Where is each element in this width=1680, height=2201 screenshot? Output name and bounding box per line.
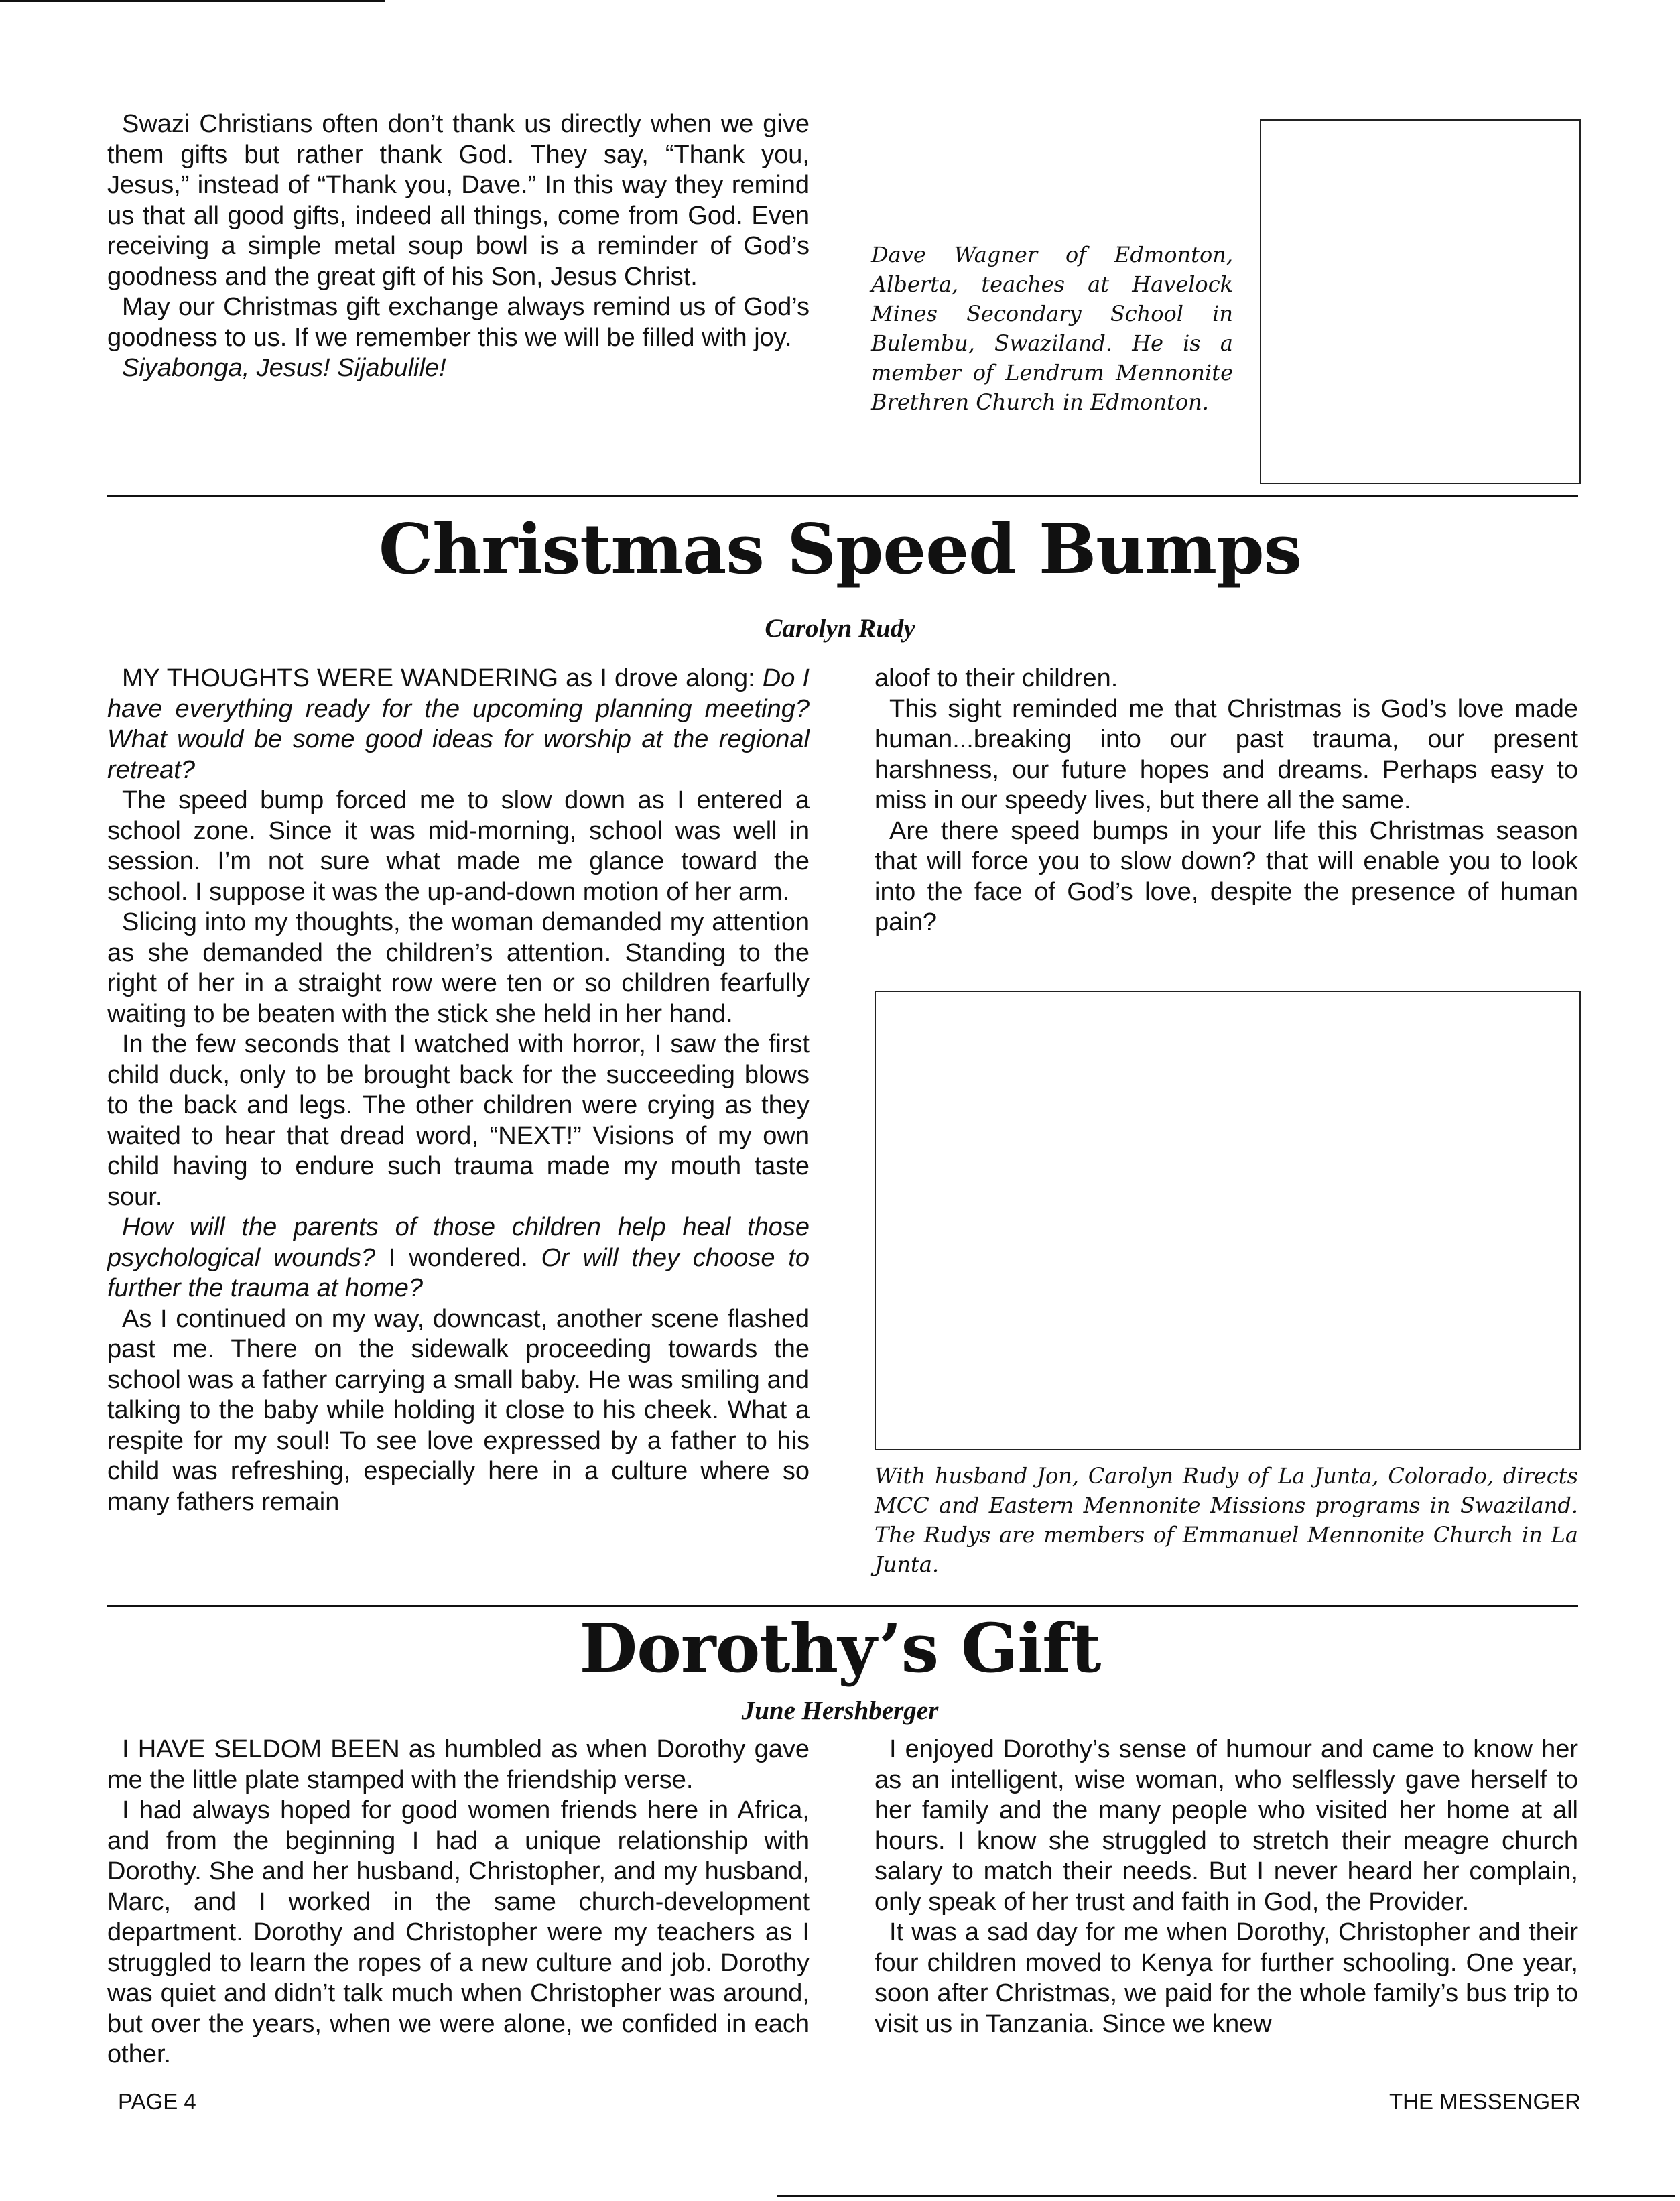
article1-photo-frame [875,991,1581,1450]
article1-paragraph-1: MY THOUGHTS WERE WANDERING as I drove along: Do I have everything ready for the upcoming planning meeting? What would be some good ideas for worship at the regional retreat? [107,664,810,784]
article2-column-right [875,1735,1578,2039]
article1-paragraph-2: The speed bump forced me to slow down as I entered a school zone. Since it was mid-morning, school was well in session. I’m not sure what made me glance toward the school. I suppose it was the up-and-down motion of her arm. [107,786,810,906]
article1-caption: With husband Jon, Carolyn Rudy of La Junta, Colorado, directs MCC and Eastern Mennonite Missions programs in Swaziland. The Rudys are members of Emmanuel Mennonite Church in La Junta. [875,1463,1578,1577]
article1-paragraph-5: How will the parents of those children help heal those psychological wounds? I wondered. Or will they choose to further the trauma at home? [107,1213,810,1302]
section-divider-1 [107,495,1578,497]
intro-photo-frame [1260,119,1581,484]
article1-column-left [107,664,810,1517]
article1-paragraph-9: Are there speed bumps in your life this Christmas season that will force you to slow down? that will enable you to look into the face of God’s love, despite the presence of human pain? [875,816,1578,936]
article2-byline: June Hershberger [741,1696,939,1725]
article1-paragraph-3: Slicing into my thoughts, the woman demanded my attention as she demanded the children’s attention. Standing to the right of her in a straight row were ten or so children fearfully waiting to be beaten with the stick she held in her hand. [107,908,810,1028]
article1-title: Christmas Speed Bumps [379,509,1301,590]
intro-column [107,109,810,384]
article2-paragraph-4: It was a sad day for me when Dorothy, Christopher and their four children moved to Kenya for further schooling. One year, soon after Christmas, we paid for the whole family’s bus trip to visit us in Tanzania. Since we knew [875,1918,1578,2038]
section-divider-2 [107,1605,1578,1607]
article1-paragraph-8: This sight reminded me that Christmas is God’s love made human...breaking into our past trauma, our present harshness, our future hopes and dreams. Perhaps easy to miss in our speedy lives, but there all the same. [875,694,1578,814]
article2-paragraph-2: I had always hoped for good women friends here in Africa, and from the beginning I had a unique relationship with Dorothy. She and her husband, Christopher, and my husband, Marc, and I worked in the same church-development department. Dorothy and Christopher were my teachers as I struggled to learn the ropes of a new culture and job. Dorothy was quiet and didn’t talk much when Christopher was around, but over the years, when we were alone, we confided in each other. [107,1796,810,2068]
article2-title: Dorothy’s Gift [579,1609,1101,1688]
intro-paragraph-1: Swazi Christians often don’t thank us directly when we give them gifts but rather thank God. They say, “Thank you, Jesus,” instead of “Thank you, Dave.” In this way they remind us that all good gifts, indeed all things, come from God. Even receiving a simple metal soup bowl is a reminder of God’s goodness and the great gift of his Son, Jesus Christ. [107,110,810,291]
intro-caption: Dave Wagner of Edmonton, Alberta, teaches at Havelock Mines Secondary School in Bulembu, Swaziland. He is a member of Lendrum Mennonite Brethren Church in Edmonton. [871,242,1233,415]
bottom-edge-rule [777,2195,1675,2197]
article1-byline: Carolyn Rudy [765,614,915,643]
top-edge-rule [0,0,385,2]
article1-paragraph-6: As I continued on my way, downcast, another scene flashed past me. There on the sidewalk proceeding towards the school was a father carrying a small baby. He was smiling and talking to the baby while holding it close to his cheek. What a respite for my soul! To see love expressed by a father to his child was refreshing, especially here in a culture where so many fathers remain [107,1304,810,1516]
article2-paragraph-3: I enjoyed Dorothy’s sense of humour and came to know her as an intelligent, wise woman, who selflessly gave herself to her family and the many people who visited her home at all hours. I know she struggled to stretch their meagre church salary to match their needs. But I never heard her complain, only speak of her trust and faith in God, the Provider. [875,1735,1578,1916]
article1-paragraph-7: aloof to their children. [875,664,1118,692]
article2-paragraph-1: I HAVE SELDOM BEEN as humbled as when Dorothy gave me the little plate stamped with the friendship verse. [107,1735,810,1794]
publication-name: THE MESSENGER [1388,2089,1581,2114]
intro-paragraph-2: May our Christmas gift exchange always remind us of God’s goodness to us. If we remember this we will be filled with joy. [107,293,810,352]
article1-column-right [875,664,1578,938]
article2-column-left [107,1735,810,2070]
intro-closing: Siyabonga, Jesus! Sijabulile! [122,354,446,382]
article1-paragraph-4: In the few seconds that I watched with horror, I saw the first child duck, only to be brought back for the succeeding blows to the back and legs. The other children were crying as they waited to hear that dread word, “NEXT!” Visions of my own child having to endure such trauma made my mouth taste sour. [107,1030,810,1211]
page-number: PAGE 4 [118,2089,196,2114]
